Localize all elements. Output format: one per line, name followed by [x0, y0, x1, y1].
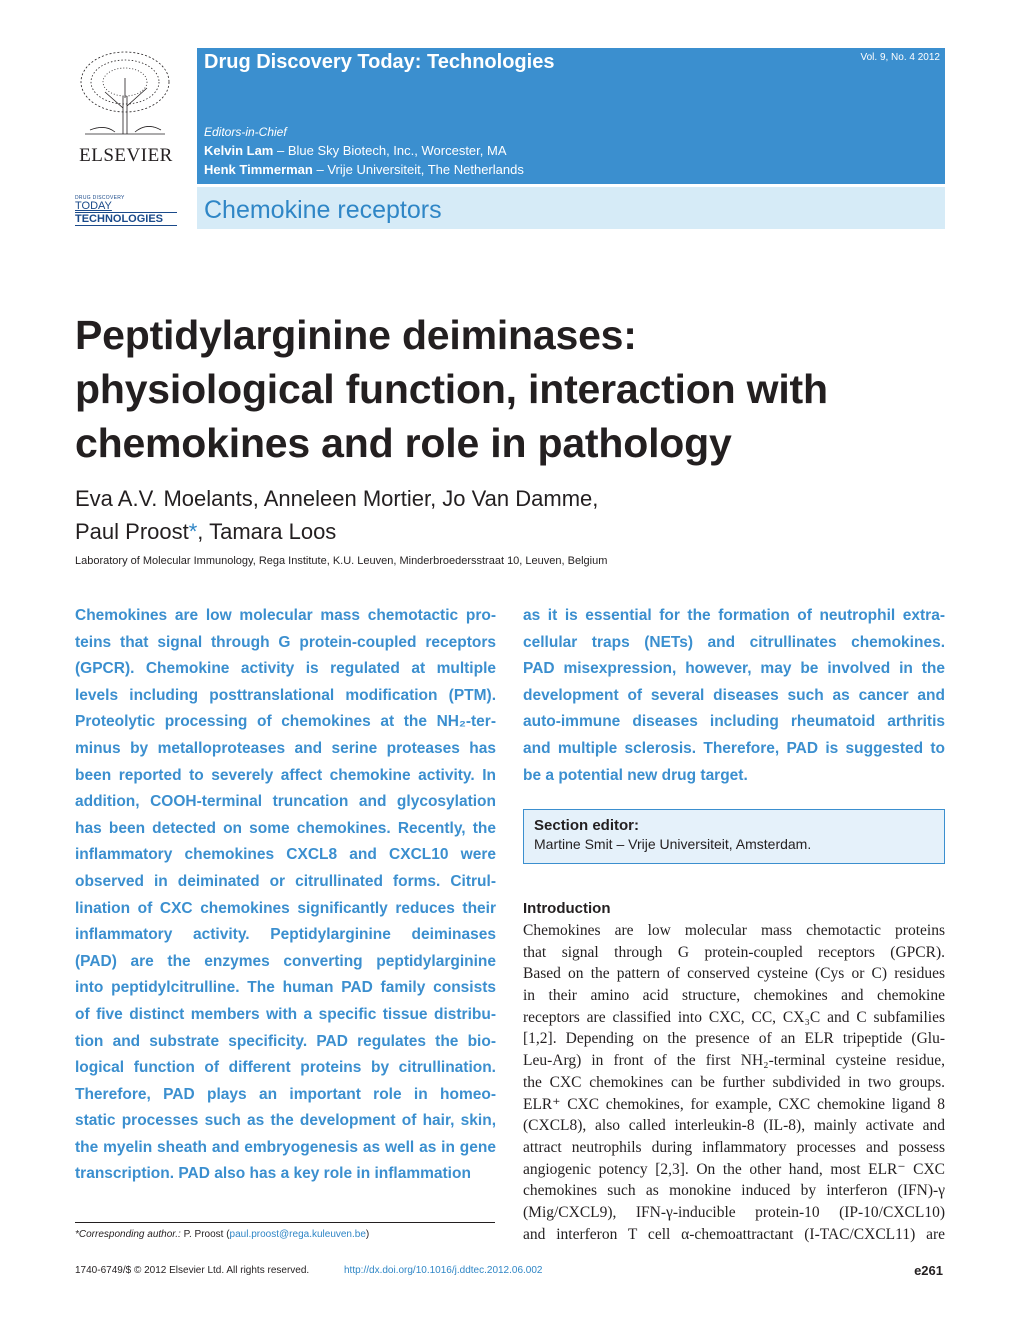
- abstract-line: Chemokines are low molecular mass chemotactic pro-: [75, 607, 496, 624]
- abstract-line: observed in deiminated or citrullinated forms. Citrul-: [75, 872, 496, 890]
- abstract-line: Proteolytic processing of chemokines at the NH₂-ter-: [75, 713, 496, 731]
- abstract-line: into peptidylcitrulline. The human PAD family consists: [75, 979, 496, 997]
- introduction-heading: Introduction: [523, 900, 611, 917]
- editor-2-name: Henk Timmerman: [204, 162, 313, 177]
- abstract-line: the myelin sheath and embryogenesis as well as in gene: [75, 1138, 496, 1156]
- authors-line-1: Eva A.V. Moelants, Anneleen Mortier, Jo Van Damme,: [75, 486, 599, 511]
- intro-line: that signal through G protein-coupled receptors (GPCR).: [523, 943, 945, 961]
- intro-line: (Mig/CXCL9), IFN-γ-inducible protein-10 (IP-10/CXCL10): [523, 1203, 945, 1221]
- author-loos: , Tamara Loos: [197, 519, 337, 544]
- editors-label: Editors-in-Chief: [204, 125, 287, 139]
- elsevier-tree-logo: [75, 48, 175, 136]
- abstract-line: addition, COOH-terminal truncation and glycosylation: [75, 793, 496, 811]
- editor-1-name: Kelvin Lam: [204, 143, 274, 158]
- abstract-right-column: [523, 603, 945, 789]
- intro-line: and interferon T cell α-chemoattractant (I-TAC/CXCL11) are: [523, 1225, 945, 1243]
- abstract-line: levels including posttranslational modification (PTM).: [75, 686, 496, 704]
- publisher-name: ELSEVIER: [79, 145, 173, 166]
- intro-line: receptors are classified into CXC, CC, CX₃C and C subfamilies: [523, 1008, 945, 1026]
- intro-line: in their amino acid structure, chemokines and chemokine: [523, 987, 945, 1005]
- section-editor-name: Martine Smit – Vrije Universiteit, Amsterdam.: [534, 836, 812, 852]
- corresponding-author-link[interactable]: *: [188, 519, 198, 544]
- title-line-1: Peptidylarginine deiminases:: [75, 312, 637, 358]
- footer-copyright: 1740-6749/$ © 2012 Elsevier Ltd. All rights reserved.: [75, 1265, 310, 1276]
- intro-line: the CXC chemokines can be further subdivided in two groups.: [523, 1073, 945, 1091]
- intro-line: Based on the pattern of conserved cysteine (Cys or C) residues: [523, 965, 945, 983]
- abstract-left-column: [75, 603, 496, 1188]
- footnote-label: *Corresponding author.:: [75, 1229, 181, 1240]
- author-list: [75, 482, 955, 548]
- abstract-line: logical function of different proteins by citrullination.: [75, 1059, 496, 1077]
- editor-1: [204, 143, 507, 158]
- abstract-line: (PAD) are the enzymes converting peptidylarginine: [75, 952, 496, 970]
- editor-2: [204, 162, 524, 177]
- article-title: [75, 308, 955, 470]
- author-proost: Paul Proost: [75, 519, 189, 544]
- page-number: e261: [914, 1263, 943, 1278]
- abstract-line: inflammatory chemokines CXCL8 and CXCL10 were: [75, 846, 496, 864]
- intro-line: angiogenic potency [2,3]. On the other hand, most ELR⁻ CXC: [523, 1160, 945, 1178]
- footnote: [75, 1229, 369, 1240]
- abstract-line: as it is essential for the formation of neutrophil extra-: [523, 607, 945, 624]
- authors-line-2: [75, 515, 955, 548]
- footnote-name: P. Proost (: [180, 1229, 230, 1240]
- intro-line: ELR⁺ CXC chemokines, for example, CXC chemokine ligand 8: [523, 1095, 945, 1113]
- intro-line: Leu-Arg) in front of the first NH₂-terminal cysteine residue,: [523, 1052, 945, 1070]
- abstract-line: Therefore, PAD plays an important role in homeo-: [75, 1085, 496, 1103]
- affiliation: Laboratory of Molecular Immunology, Rega Institute, K.U. Leuven, Minderbroedersstraat 10, Leuven, Belgium: [75, 555, 608, 567]
- doi-link[interactable]: http://dx.doi.org/10.1016/j.ddtec.2012.06.002: [344, 1265, 543, 1276]
- abstract-line: development of several diseases such as cancer and: [523, 686, 945, 704]
- abstract-line: been reported to severely affect chemokine activity. In: [75, 766, 496, 784]
- footnote-close: ): [365, 1229, 370, 1240]
- editor-2-affiliation: – Vrije Universiteit, The Netherlands: [312, 162, 524, 177]
- ddt-logo-line3: TECHNOLOGIES: [75, 212, 177, 226]
- ddt-logo-line2: TODAY: [75, 200, 112, 212]
- abstract-line: lination of CXC chemokines significantly reduces their: [75, 899, 496, 917]
- corresponding-email-link[interactable]: paul.proost@rega.kuleuven.be: [229, 1229, 366, 1240]
- intro-line: attract neutrophils during inflammatory processes and possess: [523, 1138, 945, 1156]
- journal-title: Drug Discovery Today: Technologies: [204, 51, 555, 73]
- abstract-line: of five distinct members with a specific tissue distribu-: [75, 1005, 496, 1023]
- abstract-line: inflammatory activity. Peptidylarginine deiminases: [75, 926, 496, 944]
- intro-line: Chemokines are low molecular mass chemotactic proteins: [523, 922, 945, 939]
- abstract-line: teins that signal through G protein-coupled receptors: [75, 633, 496, 651]
- editor-1-affiliation: – Blue Sky Biotech, Inc., Worcester, MA: [273, 143, 507, 158]
- ddt-logo: [75, 195, 177, 231]
- abstract-line: tion and substrate specificity. PAD regulates the bio-: [75, 1032, 496, 1050]
- abstract-line: and multiple sclerosis. Therefore, PAD is suggested to: [523, 739, 945, 757]
- ddt-logo-line1: DRUG DISCOVERY: [75, 195, 125, 201]
- intro-line: (CXCL8), also called interleukin-8 (IL-8), mainly activate and: [523, 1117, 945, 1135]
- abstract-line: (GPCR). Chemokine activity is regulated at multiple: [75, 660, 496, 678]
- title-line-3: chemokines and role in pathology: [75, 420, 732, 466]
- abstract-line: auto-immune diseases including rheumatoid arthritis: [523, 713, 945, 731]
- abstract-line: transcription. PAD also has a key role in inflammation: [75, 1165, 471, 1183]
- intro-line: chemokines such as monokine induced by interferon (IFN)-γ: [523, 1182, 945, 1200]
- abstract-line: static processes such as the development of hair, skin,: [75, 1112, 496, 1130]
- abstract-line: be a potential new drug target.: [523, 766, 748, 784]
- volume-info: Vol. 9, No. 4 2012: [860, 52, 940, 63]
- introduction-text: [523, 920, 945, 1245]
- section-name: Chemokine receptors: [204, 196, 442, 224]
- abstract-line: minus by metalloproteases and serine proteases has: [75, 739, 496, 757]
- title-line-2: physiological function, interaction with: [75, 366, 828, 412]
- intro-line: [1,2]. Depending on the presence of an ELR tripeptide (Glu-: [523, 1030, 945, 1048]
- abstract-line: cellular traps (NETs) and citrullinates chemokines.: [523, 633, 945, 651]
- footnote-rule: [75, 1222, 495, 1223]
- section-editor-label: Section editor:: [534, 817, 640, 834]
- abstract-line: PAD misexpression, however, may be involved in the: [523, 660, 945, 678]
- abstract-line: has been detected on some chemokines. Recently, the: [75, 819, 496, 837]
